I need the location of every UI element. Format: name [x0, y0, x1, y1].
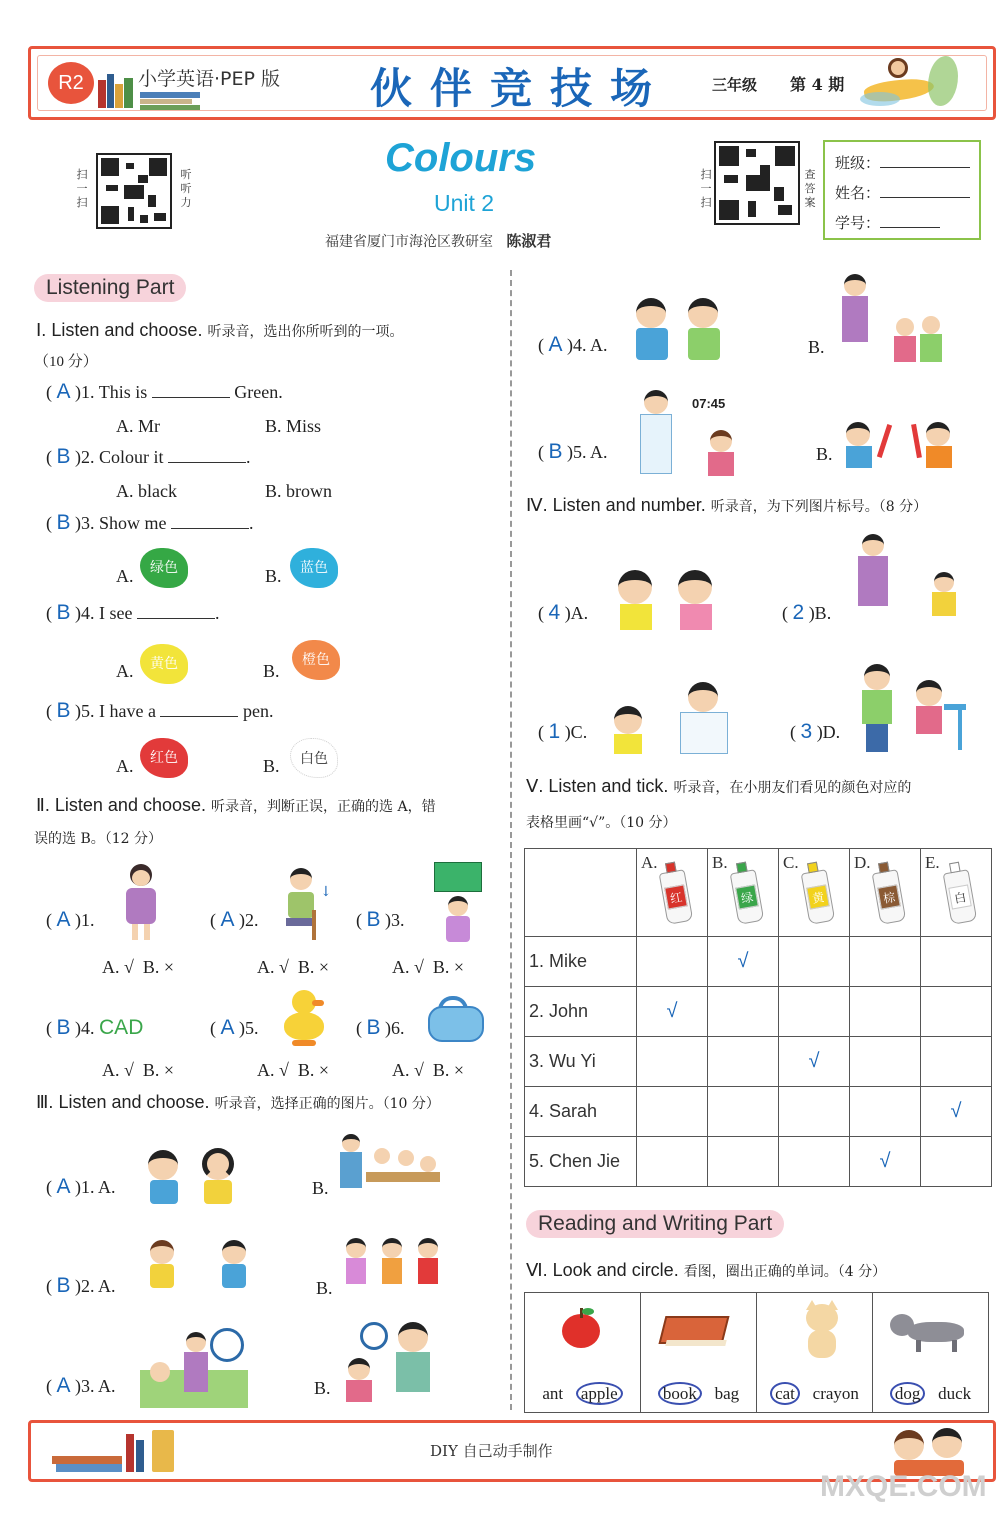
student-name-cell: 4. Sarah [525, 1087, 637, 1137]
s4-a-label: )A. [564, 603, 589, 623]
white-paint-blob: 白色 [290, 738, 338, 778]
s2-q4-opt-a: A. √ [102, 1060, 134, 1080]
s3-q4: ( A )4. A. [538, 333, 608, 356]
s1-q1-text-end: Green. [234, 382, 283, 402]
kids-running-illustration [144, 1238, 260, 1304]
tick-cell[interactable] [850, 1087, 921, 1137]
tick-cell[interactable] [637, 1137, 708, 1187]
s3-q3-b: B. [314, 1378, 331, 1398]
section-2-instruction: 听录音，判断正误，正确的选 A，错 [211, 799, 436, 815]
table-row [525, 1087, 992, 1137]
section-3-title: Listen and choose. [58, 1092, 210, 1112]
s1-q4-option-a: A. [116, 661, 134, 681]
book-picture [662, 1310, 730, 1350]
s2-q3-opt-a: A. √ [392, 957, 424, 977]
student-info-box [823, 140, 981, 240]
s3-q5-num: )5. A. [567, 442, 608, 462]
name-field[interactable] [880, 184, 970, 198]
reading-part-label: Reading and Writing Part [526, 1210, 784, 1238]
page-title: Colours [385, 136, 537, 180]
s3-q2-b: B. [316, 1278, 333, 1298]
s3-q4-b: B. [808, 337, 825, 357]
tick-cell[interactable]: √ [921, 1087, 992, 1137]
tick-cell[interactable] [779, 1137, 850, 1187]
section-2-num: Ⅱ. [36, 795, 50, 815]
s2-q4: ( B )4. CAD [46, 1016, 144, 1039]
s2-q1-num: )1. [75, 910, 95, 930]
s4-c-answer: 1 [548, 720, 561, 743]
s2-q5-answer: A [220, 1016, 235, 1039]
s1-q2-text-end: . [246, 447, 251, 467]
s1-q4-option-b: B. [263, 661, 280, 681]
s2-q4-word: CAD [99, 1016, 144, 1039]
author-org: 福建省厦门市海沧区教研室 [325, 234, 493, 250]
tick-cell[interactable]: √ [850, 1137, 921, 1187]
clock-time: 07:45 [692, 396, 726, 411]
s4-a: ( 4 )A. [538, 601, 589, 624]
section-6-title: Look and circle. [552, 1260, 679, 1280]
word-option[interactable]: crayon [812, 1384, 859, 1403]
boy-sitting-illustration: ↓ [282, 866, 332, 942]
s2-q4-opt-b: B. × [142, 1060, 175, 1080]
masthead-title: 伙伴竞技场 [370, 64, 671, 113]
s1-q5-num: )5. [75, 701, 95, 721]
s2-q2: ( A )2. [210, 908, 259, 931]
s3-q4-num: )4. A. [567, 335, 608, 355]
tick-cell[interactable] [708, 1137, 779, 1187]
tick-cell[interactable] [779, 937, 850, 987]
listening-qr-code[interactable] [96, 153, 172, 229]
column-letter: C. [783, 853, 799, 872]
s2-q1-options [102, 957, 174, 978]
section-4-num: Ⅳ. [526, 495, 548, 515]
s1-q3-option-a: A. [116, 566, 134, 586]
s3-q5-b: B. [816, 444, 833, 464]
tick-cell[interactable]: √ [637, 987, 708, 1037]
tick-cell[interactable] [921, 987, 992, 1037]
s1-q1-option-b: B. Miss [265, 416, 322, 436]
s1-q4-text-end: . [215, 603, 220, 623]
tube-colour-label: 棕 [877, 884, 901, 909]
table-row [525, 1037, 992, 1087]
column-letter: E. [925, 853, 940, 872]
doctor-girl-illustration [636, 386, 756, 480]
class-label: 班级： [835, 154, 881, 172]
teacher-clock-illustration [338, 1318, 444, 1410]
teacher-boy-greeting-illustration [852, 532, 960, 640]
s3-q1-answer: A [56, 1175, 71, 1198]
s3-q1: ( A )1. A. [46, 1175, 116, 1198]
section-2-title: Listen and choose. [54, 795, 207, 815]
s2-q5-num: )5. [239, 1018, 259, 1038]
s3-q5: ( B )5. A. [538, 440, 608, 463]
s2-q6: ( B )6. [356, 1016, 405, 1039]
tick-cell[interactable] [850, 937, 921, 987]
cat-picture [798, 1300, 846, 1362]
s1-q5-option-a: A. [116, 756, 134, 776]
tube-colour-label: 黄 [806, 884, 830, 909]
s1-q1-text: This is [98, 382, 148, 402]
orange-paint-blob: 橙色 [292, 640, 340, 680]
teacher-miss-illustration [116, 862, 164, 942]
paint-tube-icon [730, 869, 765, 925]
s1-q5-blank[interactable] [160, 716, 238, 717]
section-3-instruction: 听录音，选择正确的图片。（10 分） [214, 1096, 440, 1112]
paint-tube-header [921, 849, 992, 937]
section-6-num: Ⅵ. [526, 1260, 548, 1280]
books-stack-illustration [140, 92, 200, 110]
section-3-num: Ⅲ. [36, 1092, 54, 1112]
footer-diy-text: DIY 自己动手制作 [430, 1442, 553, 1460]
s2-q1-opt-b: B. × [142, 957, 175, 977]
tick-cell[interactable] [779, 1087, 850, 1137]
s2-q5-opt-b: B. × [297, 1060, 330, 1080]
s2-q6-num: )6. [385, 1018, 405, 1038]
paint-tube-icon [872, 869, 907, 925]
watermark: MXQE.COM [820, 1470, 987, 1503]
tick-cell[interactable] [637, 1037, 708, 1087]
s1-q2-answer: B [56, 445, 71, 468]
check-answer-hint: 查答案 [804, 168, 816, 209]
section-6-heading [526, 1260, 886, 1281]
paint-tube-icon [659, 869, 694, 925]
s1-q2-option-a: A. black [116, 481, 177, 501]
listening-part-label: Listening Part [34, 274, 186, 302]
s3-q4-answer: A [548, 333, 563, 356]
s2-q1-answer: A [56, 908, 71, 931]
paint-tube-icon [801, 869, 836, 925]
s4-d: ( 3 )D. [790, 720, 841, 743]
two-girls-illustration [614, 566, 720, 632]
s2-q4-answer: B [56, 1016, 71, 1039]
s1-q3: ( B )3. Show me . [46, 511, 254, 534]
author-line [325, 230, 551, 251]
s2-q6-options [392, 1060, 464, 1081]
s2-q3: ( B )3. [356, 908, 405, 931]
s2-q2-opt-b: B. × [297, 957, 330, 977]
paint-tube-header [708, 849, 779, 937]
tick-cell[interactable]: √ [779, 1037, 850, 1087]
section-5-title: Listen and tick. [548, 776, 669, 796]
reading-girl-illustration [858, 52, 968, 112]
section-4-title: Listen and number. [552, 495, 706, 515]
s4-d-answer: 3 [800, 720, 813, 743]
s2-q3-options [392, 957, 464, 978]
dog-picture [886, 1310, 974, 1352]
s1-q3-answer: B [56, 511, 71, 534]
tick-cell[interactable] [637, 937, 708, 987]
s4-a-answer: 4 [548, 601, 561, 624]
s2-q5: ( A )5. [210, 1016, 259, 1039]
outdoor-clock-illustration [140, 1322, 250, 1410]
section-3-heading [36, 1092, 440, 1113]
boy-doctor-illustration [610, 680, 734, 756]
s2-q3-answer: B [366, 908, 381, 931]
section-2-heading [36, 795, 436, 816]
s1-q1-answer: A [56, 380, 71, 403]
paint-tube-header [850, 849, 921, 937]
paint-tube-header [779, 849, 850, 937]
s1-q2-num: )2. [75, 447, 95, 467]
tick-cell[interactable] [850, 987, 921, 1037]
blue-paint-blob: 蓝色 [290, 548, 338, 588]
word-option[interactable]: ant [542, 1384, 564, 1403]
name-label: 姓名： [835, 184, 881, 202]
books-illustration [98, 72, 138, 108]
class-field[interactable] [880, 154, 970, 168]
red-paint-blob: 红色 [140, 738, 188, 778]
section-6-instruction: 看图，圈出正确的单词。（4 分） [683, 1264, 887, 1280]
classroom-group-illustration [338, 1128, 444, 1204]
s1-q4-blank[interactable] [137, 618, 215, 619]
header-blank-cell [525, 849, 637, 937]
green-paint-blob: 绿色 [140, 548, 188, 588]
s4-d-label: )D. [816, 722, 841, 742]
s1-q4-answer: B [56, 601, 71, 624]
tick-cell[interactable] [921, 1037, 992, 1087]
s1-q5-text-end: pen. [242, 701, 274, 721]
s3-q2: ( B )2. A. [46, 1274, 116, 1297]
scan-hint-right: 扫一扫 [700, 168, 712, 209]
table-row [525, 937, 992, 987]
s1-q2-option-b: B. brown [265, 481, 332, 501]
s2-q1: ( A )1. [46, 908, 95, 931]
circled-word[interactable]: dog [890, 1382, 926, 1405]
s3-q3-num: )3. A. [75, 1376, 116, 1396]
s3-q5-answer: B [548, 440, 563, 463]
s1-q1-blank[interactable] [152, 397, 230, 398]
author-name: 陈淑君 [506, 232, 552, 250]
section-1-heading [36, 320, 403, 341]
s2-q5-opt-a: A. √ [257, 1060, 289, 1080]
s1-q4-text: I see [99, 603, 133, 623]
paint-tube-icon [943, 869, 978, 925]
tick-cell[interactable] [708, 1037, 779, 1087]
unit-label: Unit 2 [434, 190, 495, 216]
section-2-instruction-2: 误的选 B。（12 分） [34, 831, 163, 847]
handshake-illustration [632, 296, 726, 364]
student-name-cell: 5. Chen Jie [525, 1137, 637, 1187]
s3-q2-answer: B [56, 1274, 71, 1297]
s1-q4-num: )4. [75, 603, 95, 623]
kids-with-crayons-illustration [842, 418, 958, 472]
teacher-greeting-illustration [836, 272, 948, 368]
s3-q2-num: )2. A. [75, 1276, 116, 1296]
s4-b-label: )B. [808, 603, 832, 623]
s1-q1-num: )1. [75, 382, 95, 402]
table-row [525, 987, 992, 1037]
s1-q2-text: Colour it [99, 447, 164, 467]
section-1-title: Listen and choose. [51, 320, 203, 340]
footer-books-illustration [52, 1428, 182, 1476]
column-divider [510, 270, 512, 1410]
edition-label: 小学英语·PEP 版 [138, 68, 280, 90]
listen-hint: 听听力 [180, 168, 192, 209]
tube-colour-label: 绿 [735, 884, 759, 909]
table-row [525, 1137, 992, 1187]
s2-q4-options [102, 1060, 174, 1081]
number-label: 学号： [835, 214, 881, 232]
section-1-num: Ⅰ. [36, 320, 47, 340]
section-1-score: （10 分） [34, 354, 98, 370]
number-field[interactable] [880, 214, 940, 228]
tick-table-header [525, 849, 992, 937]
tick-cell[interactable] [708, 1087, 779, 1137]
section-5-instruction: 听录音，在小朋友们看见的颜色对应的 [673, 780, 912, 796]
s4-b: ( 2 )B. [782, 601, 832, 624]
s1-q2: ( B )2. Colour it . [46, 445, 251, 468]
tube-colour-label: 白 [948, 884, 972, 909]
section-4-instruction: 听录音，为下列图片标号。（8 分） [710, 499, 928, 515]
s1-q3-text: Show me [99, 513, 167, 533]
word-option[interactable]: duck [938, 1384, 972, 1403]
s2-q6-answer: B [366, 1016, 381, 1039]
s2-q1-opt-a: A. √ [102, 957, 134, 977]
answer-qr-code[interactable] [714, 141, 800, 225]
word-option[interactable]: bag [714, 1384, 740, 1403]
s3-q3-answer: A [56, 1374, 71, 1397]
column-letter: A. [641, 853, 658, 872]
student-name-cell: 3. Wu Yi [525, 1037, 637, 1087]
tick-cell[interactable]: √ [708, 937, 779, 987]
tick-cell[interactable] [921, 1137, 992, 1187]
s1-q1: ( A )1. This is Green. [46, 380, 283, 403]
section-5-instruction-2: 表格里画“√”。（10 分） [526, 815, 677, 831]
column-letter: B. [712, 853, 728, 872]
issue-label: 第 4 期 [790, 75, 845, 94]
badge-r2: R2 [48, 62, 94, 104]
s1-q3-blank[interactable] [171, 528, 249, 529]
s2-q2-answer: A [220, 908, 235, 931]
column-letter: D. [854, 853, 871, 872]
s1-q3-text-end: . [249, 513, 254, 533]
s3-q1-num: )1. A. [75, 1177, 116, 1197]
backpack-illustration [428, 996, 488, 1044]
circled-word[interactable]: apple [576, 1382, 623, 1405]
s2-q6-opt-a: A. √ [392, 1060, 424, 1080]
tick-cell[interactable] [779, 987, 850, 1037]
circled-word[interactable]: book [658, 1382, 702, 1405]
tick-cell[interactable] [637, 1087, 708, 1137]
student-name-cell: 1. Mike [525, 937, 637, 987]
paint-tube-header [637, 849, 708, 937]
s1-q3-option-b: B. [265, 566, 282, 586]
colour-tick-table [524, 848, 992, 1187]
girl-holding-board-illustration [434, 862, 484, 944]
circled-word[interactable]: cat [770, 1382, 800, 1405]
tick-cell[interactable] [708, 987, 779, 1037]
boy-girl-chair-illustration [858, 660, 972, 756]
s3-q1-b: B. [312, 1178, 329, 1198]
s1-q1-option-a: A. Mr [116, 416, 160, 436]
student-name-cell: 2. John [525, 987, 637, 1037]
section-5-num: Ⅴ. [526, 776, 544, 796]
tick-cell[interactable] [850, 1037, 921, 1087]
s2-q3-num: )3. [385, 910, 405, 930]
s2-q4-num: )4. [75, 1018, 95, 1038]
s4-c: ( 1 )C. [538, 720, 588, 743]
s2-q5-options [257, 1060, 329, 1081]
s1-q3-num: )3. [75, 513, 95, 533]
section-4-heading [526, 495, 927, 516]
s1-q5-option-b: B. [263, 756, 280, 776]
yellow-paint-blob: 黄色 [140, 644, 188, 684]
scan-hint-left: 扫一扫 [76, 168, 88, 209]
section-5-heading [526, 776, 911, 797]
s1-q2-blank[interactable] [168, 462, 246, 463]
s2-q2-num: )2. [239, 910, 259, 930]
s2-q2-options [257, 957, 329, 978]
s1-q4: ( B )4. I see . [46, 601, 220, 624]
three-children-illustration [340, 1232, 444, 1308]
s4-b-answer: 2 [792, 601, 805, 624]
s2-q2-opt-a: A. √ [257, 957, 289, 977]
s2-q6-opt-b: B. × [432, 1060, 465, 1080]
s3-q3: ( A )3. A. [46, 1374, 116, 1397]
s1-q5-text: I have a [99, 701, 156, 721]
apple-picture [560, 1308, 602, 1350]
s2-q3-opt-b: B. × [432, 957, 465, 977]
tube-colour-label: 红 [664, 884, 688, 909]
section-1-instruction: 听录音，选出你所听到的一项。 [207, 324, 404, 340]
two-children-illustration [144, 1146, 240, 1208]
s4-c-label: )C. [564, 722, 588, 742]
grade-label: 三年级 [712, 76, 758, 94]
s1-q5-answer: B [56, 699, 71, 722]
tick-cell[interactable] [921, 937, 992, 987]
duck-illustration [282, 990, 328, 1048]
s1-q5: ( B )5. I have a pen. [46, 699, 274, 722]
